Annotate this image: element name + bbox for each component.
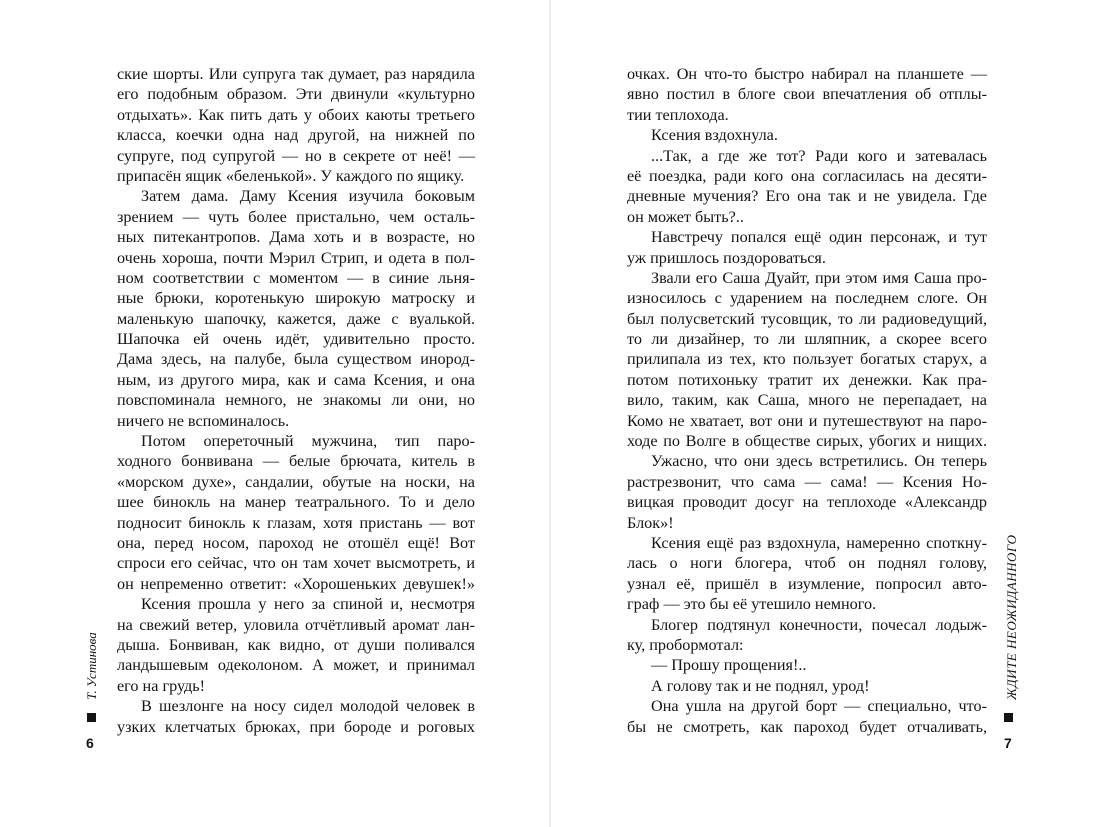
- text-line: ...Так, а где же тот? Ради кого и затевалась: [651, 146, 987, 165]
- text-line: на свежий ветер, уловила отчётливый аромат лан-: [117, 615, 475, 634]
- text-line: — Прошу прощения!..: [651, 656, 807, 675]
- text-line: то ли дизайнер, то ли шляпник, а скорее всего: [627, 330, 987, 349]
- text-line: тии теплохода.: [627, 105, 729, 124]
- text-line: ские шорты. Или супруга так думает, раз нарядила: [117, 65, 475, 83]
- text-line: Звали его Саша Дуайт, при этом имя Саша про-: [651, 268, 987, 287]
- text-line: супруге, под супругой — но в секрете от неё! —: [117, 146, 475, 165]
- text-line: В шезлонге на носу сидел молодой человек в: [141, 697, 475, 716]
- text-line: его подобным образом. Эти двинули «культурно: [117, 85, 475, 104]
- text-line: ку, пробормотал:: [627, 635, 744, 654]
- right-square-marker-icon: [1004, 713, 1013, 722]
- text-line: Комо не хватает, вот они и путешествуют на паро-: [627, 411, 987, 430]
- text-line: граф — это бы её утешило немного.: [627, 595, 877, 614]
- text-line: спроси его сейчас, что он там хочет высмотреть, и: [117, 554, 475, 573]
- text-line: ном соответствии с моментом — в синие льня-: [117, 268, 475, 287]
- left-square-marker-icon: [87, 713, 96, 722]
- text-line: она, перед носом, пароход не отошёл ещё! Вот: [117, 533, 475, 552]
- text-line: очках. Он что-то быстро набирал на планшете —: [627, 65, 987, 83]
- text-line: прилипала из тех, кто пользует богатых старух, а: [627, 350, 987, 369]
- right-page-number: 7: [1004, 735, 1012, 751]
- text-line: припасён ящик «беленькой». У каждого по ящику.: [117, 166, 465, 185]
- text-line: Потом опереточный мужчина, тип паро-: [141, 432, 475, 451]
- text-line: его на грудь!: [117, 676, 206, 695]
- text-line: износилось с ударением на последнем слоге. Он: [627, 289, 987, 308]
- text-line: он может быть?..: [627, 207, 744, 226]
- left-page-text: [117, 64, 475, 737]
- text-line: ландышевым одеколоном. А может, и принимал: [117, 656, 475, 675]
- text-line: Ксения вздохнула.: [651, 126, 778, 145]
- text-line: ходного бонвивана — белые брючата, китель в: [117, 452, 475, 471]
- text-line: отдыхать». Как пить дать у обоих каюты третьего: [117, 105, 475, 124]
- text-line: маленькую шапочку, кажется, даже с вуалькой.: [117, 309, 475, 328]
- text-line: растрезвонит, что сама — сама! — Ксения Но-: [627, 472, 987, 491]
- text-line: узких клетчатых брюках, при бороде и роговых: [117, 717, 475, 736]
- text-line: Блогер подтянул конечности, почесал лодыж-: [651, 615, 987, 634]
- text-line: дневные мучения? Его она так и не увидела. Где: [627, 187, 987, 206]
- text-line: класса, коечки одна над другой, на нижней по: [117, 126, 475, 145]
- right-running-head-title: ЖДИТЕ НЕОЖИДАННОГО: [1004, 534, 1019, 700]
- left-page-number: 6: [86, 735, 94, 751]
- text-line: ные брюки, коротенькую широкую матроску и: [117, 289, 475, 308]
- text-line: Навстречу попался ещё один персонаж, и тут: [651, 228, 987, 247]
- left-running-head-author: Т. Устинова: [84, 632, 99, 700]
- text-line: Ксения прошла у него за спиной и, несмотря: [141, 595, 475, 614]
- text-line: Затем дама. Даму Ксения изучила боковым: [141, 187, 475, 206]
- text-line: уж пришлось поздороваться.: [627, 248, 826, 267]
- text-line: вило, таким, как Саша, много не перепадает, на: [627, 391, 987, 410]
- text-line: шее бинокль на манер театрального. То и дело: [117, 493, 475, 512]
- text-line: Блок»!: [627, 513, 674, 532]
- text-line: узнал её, пришёл в изумление, попросил авто-: [627, 574, 987, 593]
- text-line: лась о ноги блогера, чтоб он поднял голову,: [627, 554, 987, 573]
- text-line: очень хороша, почти Мэрил Стрип, и одета в пол-: [117, 248, 475, 267]
- text-line: Ужасно, что они здесь встретились. Он теперь: [651, 452, 987, 471]
- text-line: Дама здесь, на палубе, была существом инород-: [117, 350, 475, 369]
- text-line: А голову так и не поднял, урод!: [651, 676, 870, 695]
- text-line: бы не смотреть, как пароход будет отчаливать,: [627, 717, 987, 736]
- text-line: её поездка, ради кого она согласилась на десяти-: [627, 166, 987, 185]
- text-line: Шапочка ей очень идёт, удивительно просто.: [117, 330, 475, 349]
- text-line: вицкая проводит досуг на теплоходе «Александр: [627, 493, 987, 512]
- text-line: ничего не вспоминалось.: [117, 411, 290, 430]
- text-line: зрением — чуть более пристально, чем осталь-: [117, 207, 475, 226]
- text-line: подносит бинокль к глазам, хотя пристань — вот: [117, 513, 475, 532]
- right-page-text: [627, 64, 987, 737]
- text-line: потом потихоньку тратит их денежки. Как пра-: [627, 370, 987, 389]
- text-line: ных питекантропов. Дама хоть и в возрасте, но: [117, 228, 475, 247]
- text-line: ным, из другого мира, как и сама Ксения, и она: [117, 370, 475, 389]
- text-line: Она ушла на другой борт — специально, что-: [651, 697, 987, 716]
- text-line: был полусветский тусовщик, то ли радиоведущий,: [627, 309, 987, 328]
- text-line: он непременно ответит: «Хорошеньких девушек!»: [117, 574, 475, 593]
- text-line: явно постил в блоге свои впечатления об отплы-: [627, 85, 987, 104]
- text-line: повспоминала немного, не знакомы ли они, но: [117, 391, 475, 410]
- text-line: Ксения ещё раз вздохнула, намеренно споткну-: [651, 533, 987, 552]
- text-line: дыша. Бонвиван, как видно, от души поливался: [117, 635, 475, 654]
- text-line: «морском духе», сандалии, обутые на носки, на: [117, 472, 475, 491]
- text-line: ходе по Волге в обществе сирых, убогих и нищих.: [627, 432, 987, 451]
